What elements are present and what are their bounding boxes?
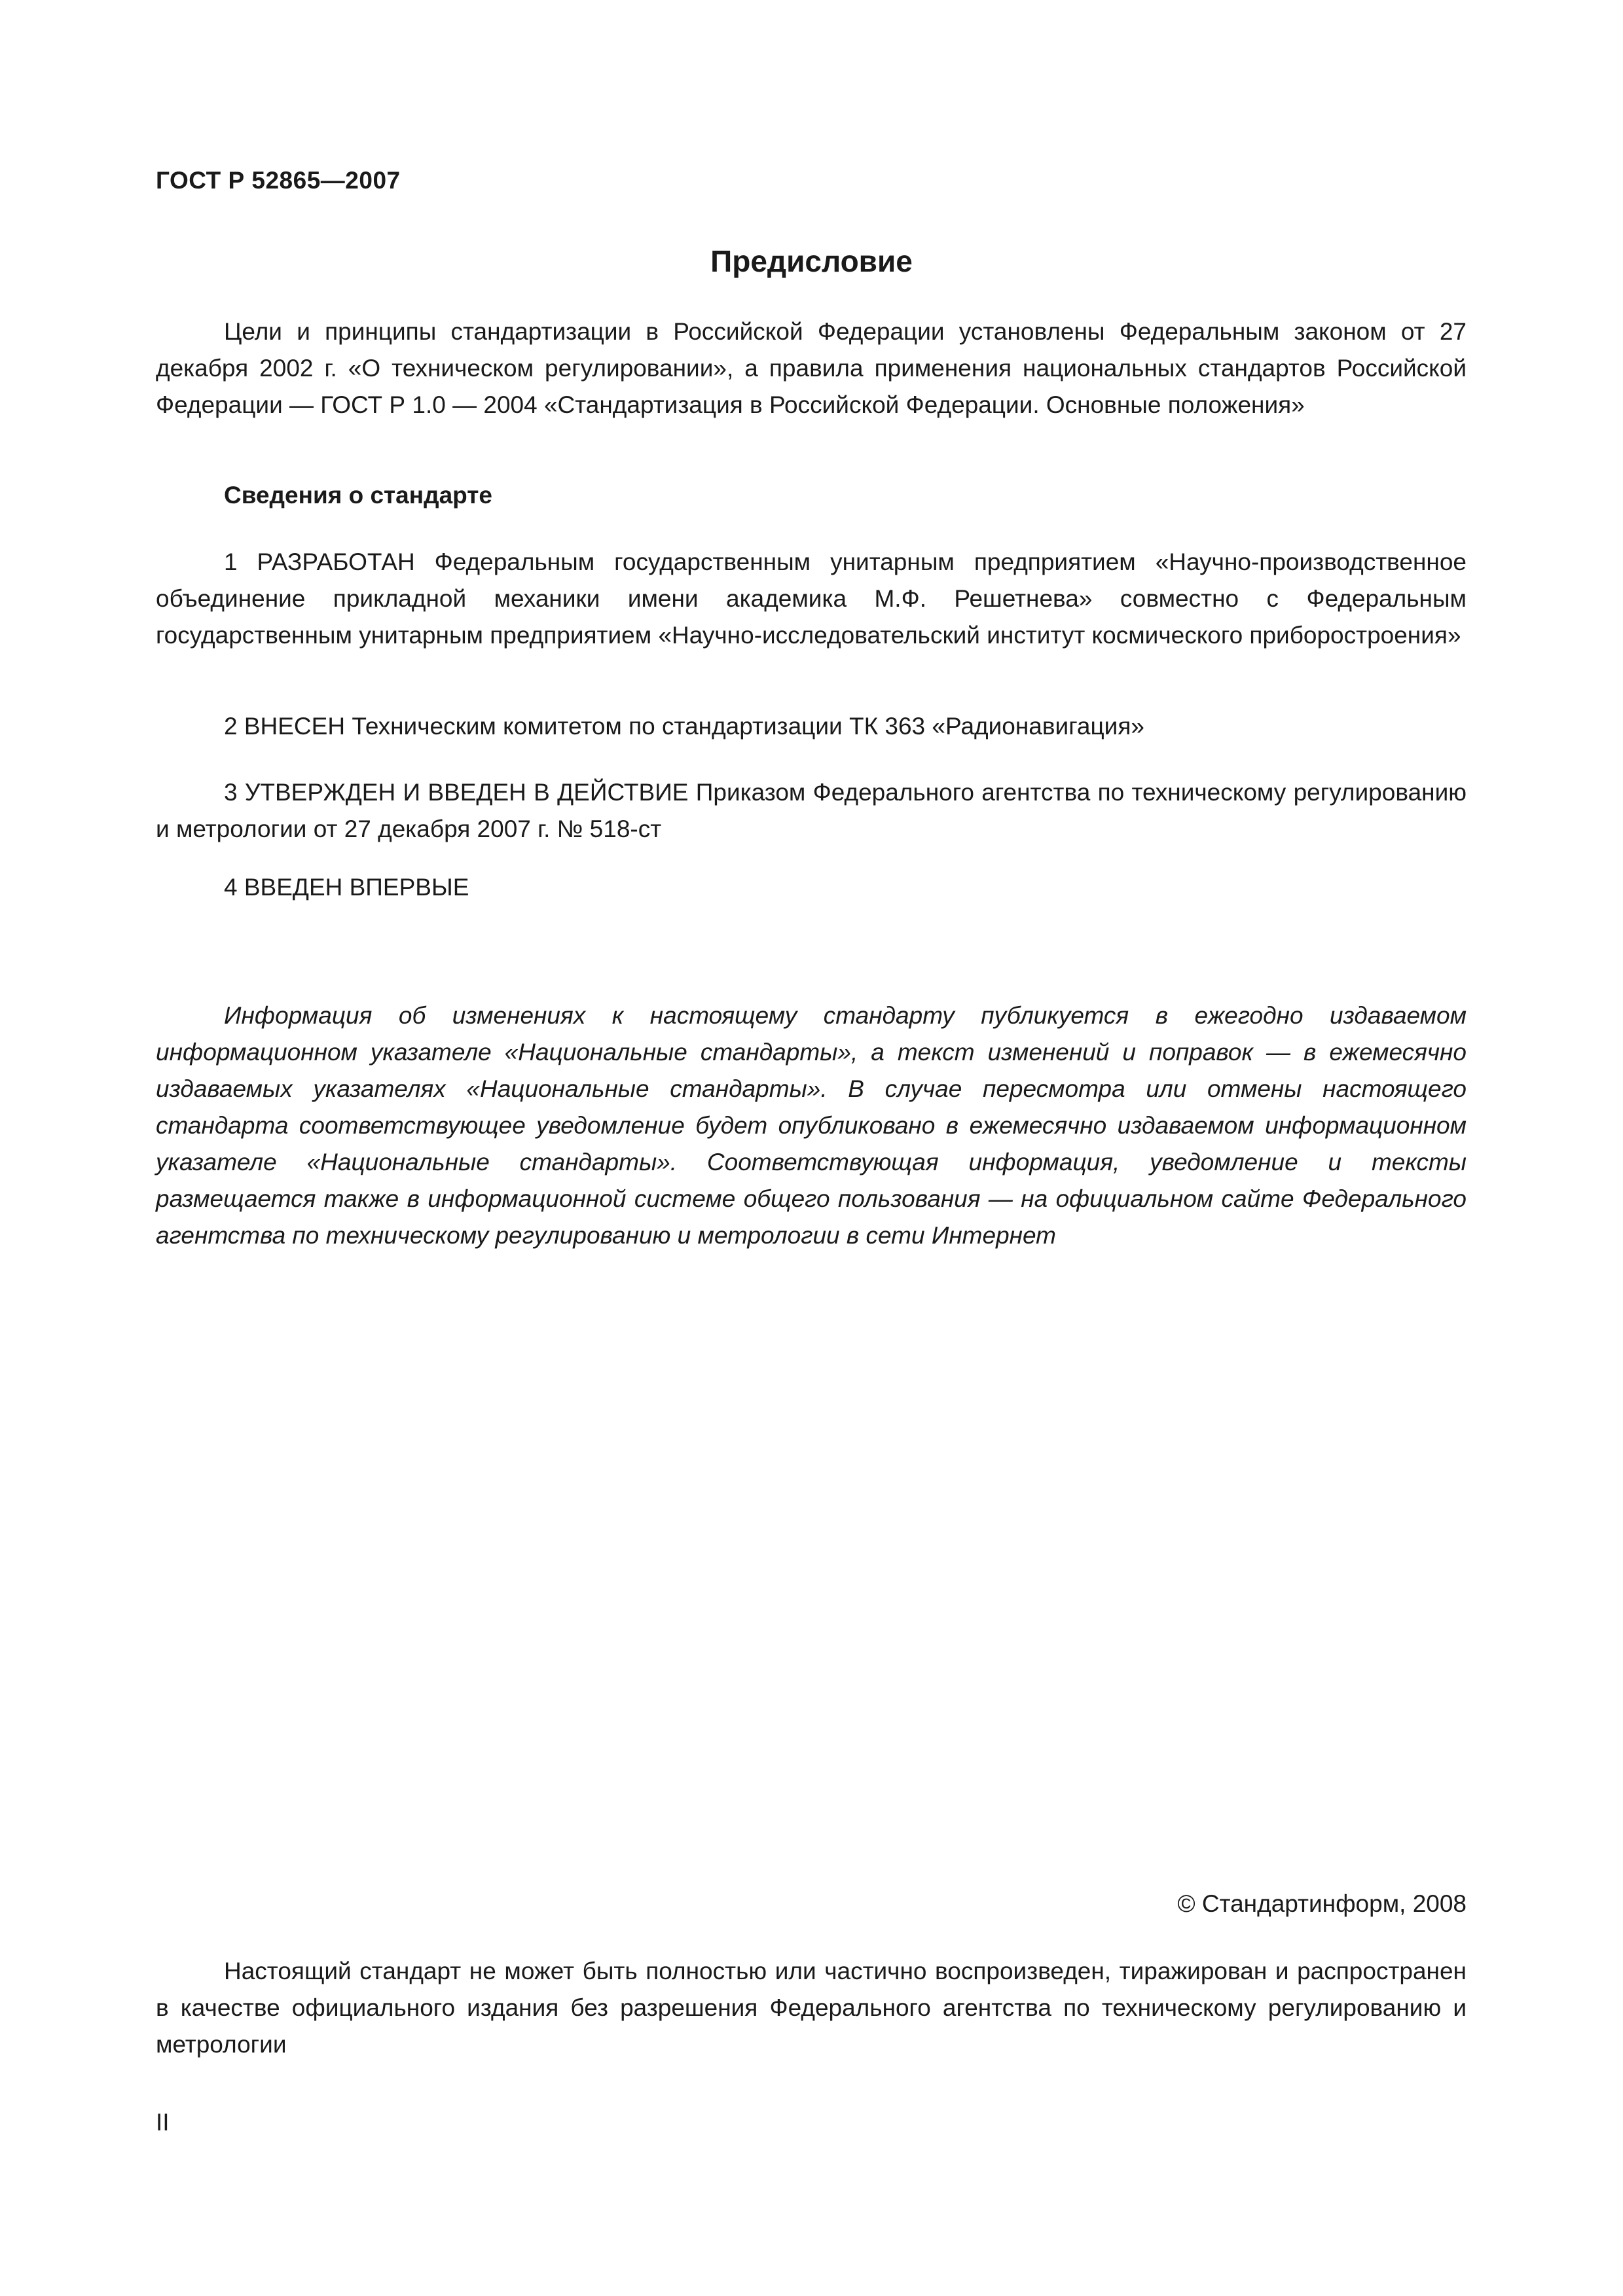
changes-info-paragraph: Информация об изменениях к настоящему стандарту публикуется в ежегодно издаваемом информационном указателе «Национальные стандарты», а текст изменений и поправок — в ежемесячно издаваемых указателях «Национальные стандарты». В случае пересмотра или отмены настоящего стандарта соответствующее уведомление будет опубликовано в ежемесячно издаваемом информационном указателе «Национальные стандарты». Соответствующая информация, уведомление и тексты размещается также в информационной системе общего пользования — на официальном сайте Федерального агентства по техническому регулированию и метрологии в сети Интернет — [156, 1002, 1467, 1249]
standard-info-item: 3 УТВЕРЖДЕН И ВВЕДЕН В ДЕЙСТВИЕ Приказом Федерального агентства по техническому регулированию и метрологии от 27 декабря 2007 г. № 518-ст — [156, 779, 1467, 842]
standard-info-heading: Сведения о стандарте — [224, 482, 492, 509]
standard-info-item: 1 РАЗРАБОТАН Федеральным государственным унитарным предприятием «Научно-производственное объединение прикладной механики имени академика М.Ф. Решетнева» совместно с Федеральным государственным унитарным предприятием «Научно-исследовательский институт космического приборостроения» — [156, 548, 1467, 649]
intro-paragraph: Цели и принципы стандартизации в Российской Федерации установлены Федеральным законом от 27 декабря 2002 г. «О техническом регулировании», а правила применения национальных стандартов Российской Федерации — ГОСТ Р 1.0 — 2004 «Стандартизация в Российской Федерации. Основные положения» — [156, 318, 1467, 418]
page-title: Предисловие — [710, 244, 913, 278]
standard-info-item: 4 ВВЕДЕН ВПЕРВЫЕ — [224, 874, 469, 901]
standard-info-item: 2 ВНЕСЕН Техническим комитетом по стандартизации ТК 363 «Радионавигация» — [224, 713, 1144, 740]
reproduction-notice: Настоящий стандарт не может быть полностью или частично воспроизведен, тиражирован и распространен в качестве официального издания без разрешения Федерального агентства по техническому регулированию и метрологии — [156, 1958, 1467, 2058]
page-number: II — [156, 2109, 170, 2136]
copyright-line: © Стандартинформ, 2008 — [1177, 1890, 1467, 1917]
document-id: ГОСТ Р 52865—2007 — [156, 167, 401, 194]
